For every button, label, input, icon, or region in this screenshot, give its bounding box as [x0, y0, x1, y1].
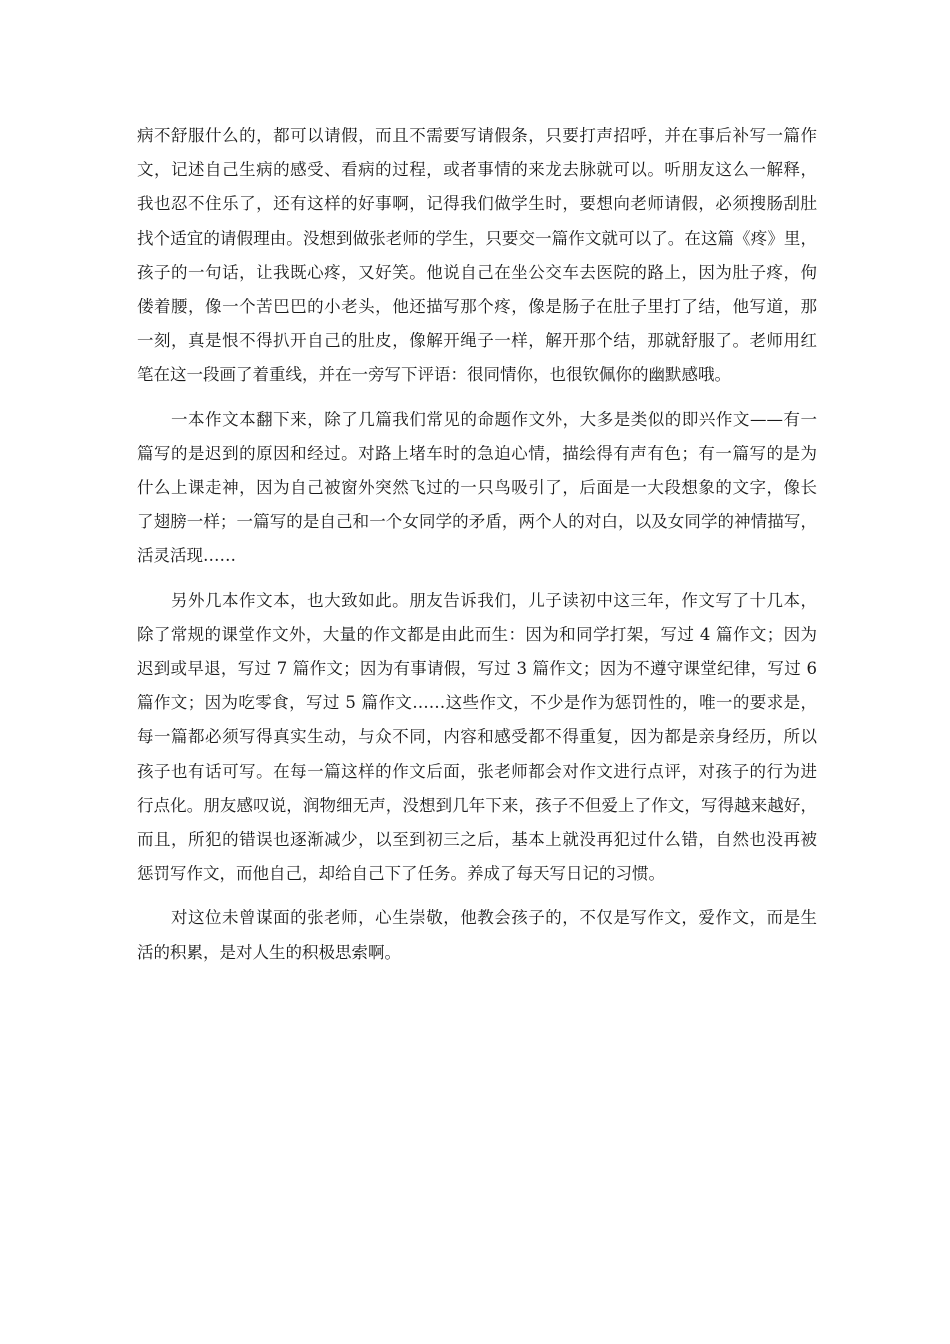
paragraph-line: 笔在这一段画了着重线，并在一旁写下评语：很同情你，也很钦佩你的幽默感哦。: [137, 365, 731, 385]
paragraph-3: [137, 584, 817, 892]
paragraph-line: 病不舒服什么的，都可以请假，而且不需要写请假条，只要打声招呼，并在事后补写一篇作: [137, 126, 817, 145]
paragraph-line: 找个适宜的请假理由。没想到做张老师的学生，只要交一篇作文就可以了。在这篇《疼》里，: [137, 228, 817, 248]
paragraph-line: 我也忍不住乐了，还有这样的好事啊，记得我们做学生时，要想向老师请假，必须搜肠刮肚: [137, 194, 817, 214]
paragraph-line: 篇作文；因为吃零食，写过 5 篇作文……这些作文，不少是作为惩罚性的，唯一的要求是，: [137, 693, 817, 713]
article-body: [137, 119, 817, 980]
paragraph-line: 什么上课走神，因为自己被窗外突然飞过的一只鸟吸引了，后面是一大段想象的文字，像长: [137, 478, 817, 498]
paragraph-line: 一刻，真是恨不得扒开自己的肚皮，像解开绳子一样，解开那个结，那就舒服了。老师用红: [137, 331, 817, 351]
paragraph-line: 行点化。朋友感叹说，润物细无声，没想到几年下来，孩子不但爱上了作文，写得越来越好，: [137, 795, 817, 815]
paragraph-line: 孩子的一句话，让我既心疼，又好笑。他说自己在坐公交车去医院的路上，因为肚子疼，佝: [137, 262, 817, 282]
paragraph-line: 孩子也有话可写。在每一篇这样的作文后面，张老师都会对作文进行点评，对孩子的行为进: [137, 761, 817, 781]
paragraph-line: 迟到或早退，写过 7 篇作文；因为有事请假，写过 3 篇作文；因为不遵守课堂纪律，写过 6: [137, 659, 817, 679]
paragraph-2: [137, 403, 817, 574]
paragraph-line: 一本作文本翻下来，除了几篇我们常见的命题作文外，大多是类似的即兴作文——有一: [171, 409, 817, 429]
paragraph-line: 活灵活现……: [137, 546, 236, 566]
paragraph-line: 偻着腰，像一个苦巴巴的小老头，他还描写那个疼，像是肠子在肚子里打了结，他写道，那: [137, 297, 817, 317]
paragraph-line: 文，记述自己生病的感受、看病的过程，或者事情的来龙去脉就可以。听朋友这么一解释，: [137, 160, 817, 180]
paragraph-line: 了翅膀一样；一篇写的是自己和一个女同学的矛盾，两个人的对白，以及女同学的神情描写，: [137, 512, 817, 532]
paragraph-line: 篇写的是迟到的原因和经过。对路上堵车时的急迫心情，描绘得有声有色；有一篇写的是为: [137, 443, 817, 463]
paragraph-line: 每一篇都必须写得真实生动，与众不同，内容和感受都不得重复，因为都是亲身经历，所以: [137, 727, 817, 747]
paragraph-line: 而且，所犯的错误也逐渐减少，以至到初三之后，基本上就没再犯过什么错，自然也没再被: [137, 830, 817, 850]
paragraph-1: [137, 119, 817, 393]
paragraph-line: 对这位未曾谋面的张老师，心生崇敬，他教会孩子的，不仅是写作文，爱作文，而是生: [171, 908, 817, 928]
paragraph-line: 另外几本作文本，也大致如此。朋友告诉我们，儿子读初中这三年，作文写了十几本，: [171, 590, 817, 610]
paragraph-4: [137, 901, 817, 969]
paragraph-line: 除了常规的课堂作文外，大量的作文都是由此而生：因为和同学打架，写过 4 篇作文；因为: [137, 624, 817, 644]
paragraph-line: 活的积累，是对人生的积极思索啊。: [137, 942, 401, 962]
paragraph-line: 惩罚写作文，而他自己，却给自己下了任务。养成了每天写日记的习惯。: [137, 864, 665, 884]
